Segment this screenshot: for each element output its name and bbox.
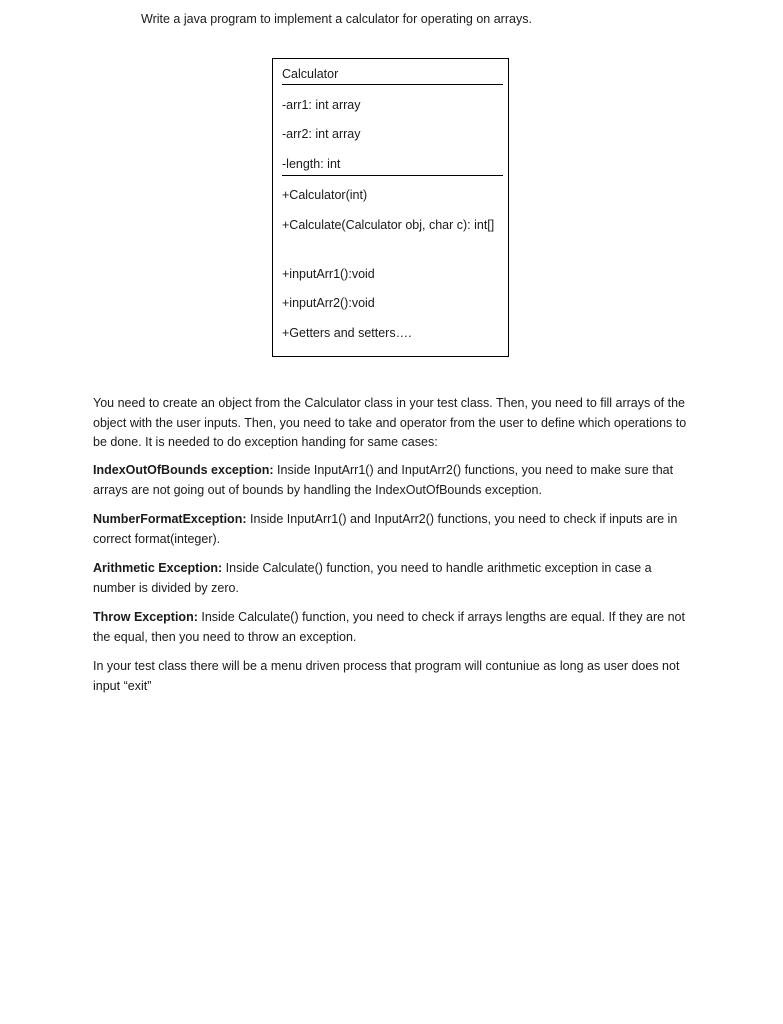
intro-paragraph: You need to create an object from the Calculator class in your test class. Then, you need to fill arrays of the object with the user inputs. Then, you need to take and operator from the user to define which operations to be done. It is needed to do exception handing for same cases: (93, 396, 687, 449)
throw-exception-paragraph (93, 608, 695, 647)
uml-attribute-length: -length: int (282, 157, 341, 171)
number-format-label: NumberFormatException: (93, 512, 247, 526)
uml-method-input-arr1: +inputArr1():void (282, 267, 375, 281)
uml-class-name: Calculator (282, 67, 339, 81)
index-out-of-bounds-text: Inside InputArr1() and InputArr2() functions, you need to make sure that arrays are not going out of bounds by handling the IndexOutOfBounds exception. (93, 463, 674, 497)
uml-method-input-arr2: +inputArr2():void (282, 296, 375, 310)
uml-attribute-arr1: -arr1: int array (282, 98, 361, 112)
uml-method-calculate: +Calculate(Calculator obj, char c): int[] (282, 218, 495, 232)
arithmetic-exception-text: Inside Calculate() function, you need to handle arithmetic exception in case a number is divided by zero. (93, 561, 652, 595)
index-out-of-bounds-paragraph (93, 461, 695, 500)
arithmetic-exception-label: Arithmetic Exception: (93, 561, 223, 575)
uml-divider-methods (282, 175, 503, 176)
uml-divider-header (282, 84, 503, 85)
uml-method-constructor: +Calculator(int) (282, 188, 368, 202)
number-format-text: Inside InputArr1() and InputArr2() functions, you need to check if inputs are in correct format(integer). (93, 512, 678, 546)
uml-method-getters-setters: +Getters and setters…. (282, 326, 412, 340)
uml-class-diagram (272, 58, 509, 357)
throw-exception-label: Throw Exception: (93, 610, 198, 624)
menu-paragraph: In your test class there will be a menu driven process that program will contuniue as long as user does not input “exit” (93, 659, 680, 693)
uml-attribute-arr2: -arr2: int array (282, 127, 361, 141)
number-format-paragraph (93, 510, 695, 549)
document-title: Write a java program to implement a calculator for operating on arrays. (141, 12, 532, 26)
arithmetic-exception-paragraph (93, 559, 695, 598)
index-out-of-bounds-label: IndexOutOfBounds exception: (93, 463, 274, 477)
throw-exception-text: Inside Calculate() function, you need to check if arrays lengths are equal. If they are not the equal, then you need to throw an exception. (93, 610, 685, 644)
